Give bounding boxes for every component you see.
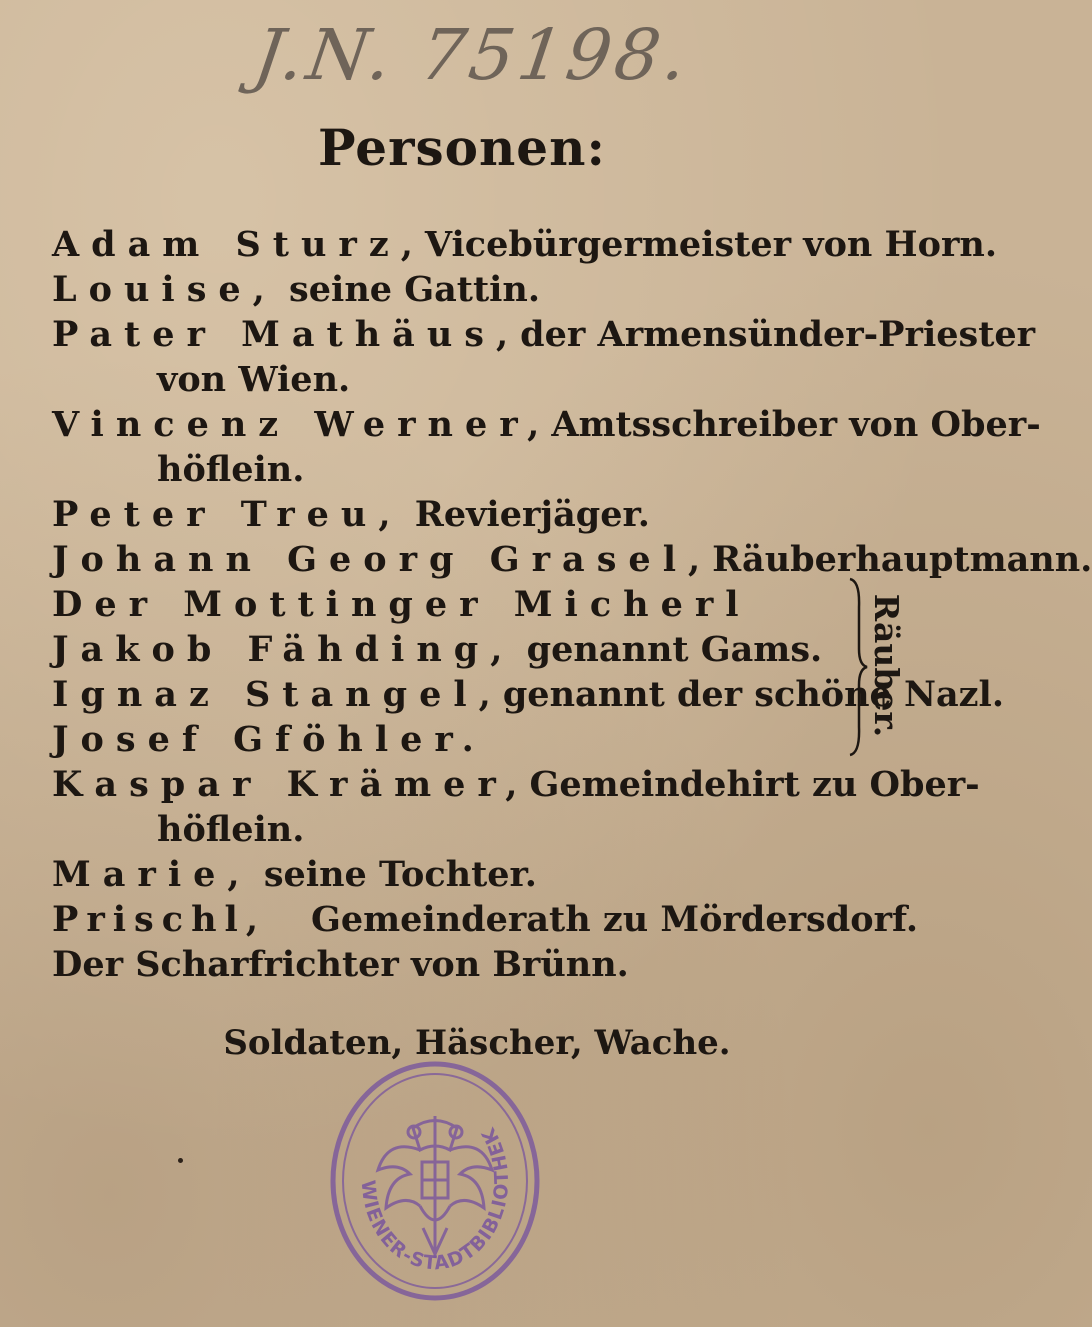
cast-name: Pater Mathäus, xyxy=(52,314,521,355)
cast-entry-ignaz-stangel xyxy=(52,672,1005,717)
cast-role: Gemeinderath zu Mördersdorf. xyxy=(310,899,918,940)
cast-name: Jakob Fähding, xyxy=(52,629,515,670)
page-title: Personen: xyxy=(318,118,606,177)
cast-role: Revierjäger. xyxy=(414,494,650,535)
cast-entry-johann-georg-grasel xyxy=(52,537,1092,582)
cast-role: Gemeindehirt zu Ober- xyxy=(529,764,980,805)
cast-entry-kaspar-kraemer xyxy=(52,762,980,807)
cast-list xyxy=(52,222,1092,987)
cast-entry-louise xyxy=(52,267,918,312)
cast-name: Der Mottinger Micherl xyxy=(52,584,751,625)
cast-entry-mottinger-micherl xyxy=(52,582,852,627)
cast-name: Kaspar Krämer, xyxy=(52,764,530,805)
extras-line: Soldaten, Häscher, Wache. xyxy=(223,1023,731,1063)
cast-role: genannt Gams. xyxy=(526,629,823,670)
cast-entry-josef-gfoehler xyxy=(52,717,852,762)
cast-name: Peter Treu, xyxy=(52,494,403,535)
cast-role: Räuberhauptmann. xyxy=(712,539,1092,580)
cast-entry-marie xyxy=(52,852,918,897)
cast-entry-pater-mathaeus xyxy=(52,312,1036,357)
robbers-group-text: Räuber. xyxy=(867,593,907,737)
handwritten-shelfmark: J.N. 75198. xyxy=(249,14,696,96)
cast-name: Johann Georg Grasel, xyxy=(52,539,713,580)
cast-role: genannt der schöne Nazl. xyxy=(502,674,1005,715)
cast-role-continuation: höflein. xyxy=(157,809,305,850)
robbers-group-label xyxy=(864,593,910,737)
cast-name: Der Scharfrichter von Brünn. xyxy=(52,944,629,985)
cast-name: Josef Gföhler. xyxy=(52,719,486,760)
cast-role-continuation: höflein. xyxy=(157,449,305,490)
library-stamp xyxy=(328,1058,542,1304)
cast-entry-adam-sturz xyxy=(52,222,998,267)
cast-name: Louise, xyxy=(52,269,277,310)
cast-role: Vicebürgermeister von Horn. xyxy=(424,224,998,265)
cast-entry-peter-treu xyxy=(52,492,918,537)
stamp-text: WIENER-STADTBIBLIOTHEK xyxy=(356,1123,514,1275)
cast-name: Vincenz Werner, xyxy=(52,404,552,445)
cast-role: seine Tochter. xyxy=(263,854,537,895)
cast-name: Marie, xyxy=(52,854,252,895)
cast-name: Ignaz Stangel, xyxy=(52,674,503,715)
cast-name: Prischl, xyxy=(52,899,266,940)
cast-role: seine Gattin. xyxy=(289,269,541,310)
cast-entry-jakob-faehding xyxy=(52,627,852,672)
ink-speck xyxy=(178,1158,183,1163)
cast-role: Amtsschreiber von Ober- xyxy=(551,404,1041,445)
cast-role-continuation: von Wien. xyxy=(157,359,351,400)
cast-entry-scharfrichter xyxy=(52,942,918,987)
cast-name: Adam Sturz, xyxy=(52,224,425,265)
cast-entry-vincenz-werner xyxy=(52,402,1041,447)
cast-entry-prischl xyxy=(52,897,918,942)
cast-role: der Armensünder-Priester xyxy=(520,314,1036,355)
